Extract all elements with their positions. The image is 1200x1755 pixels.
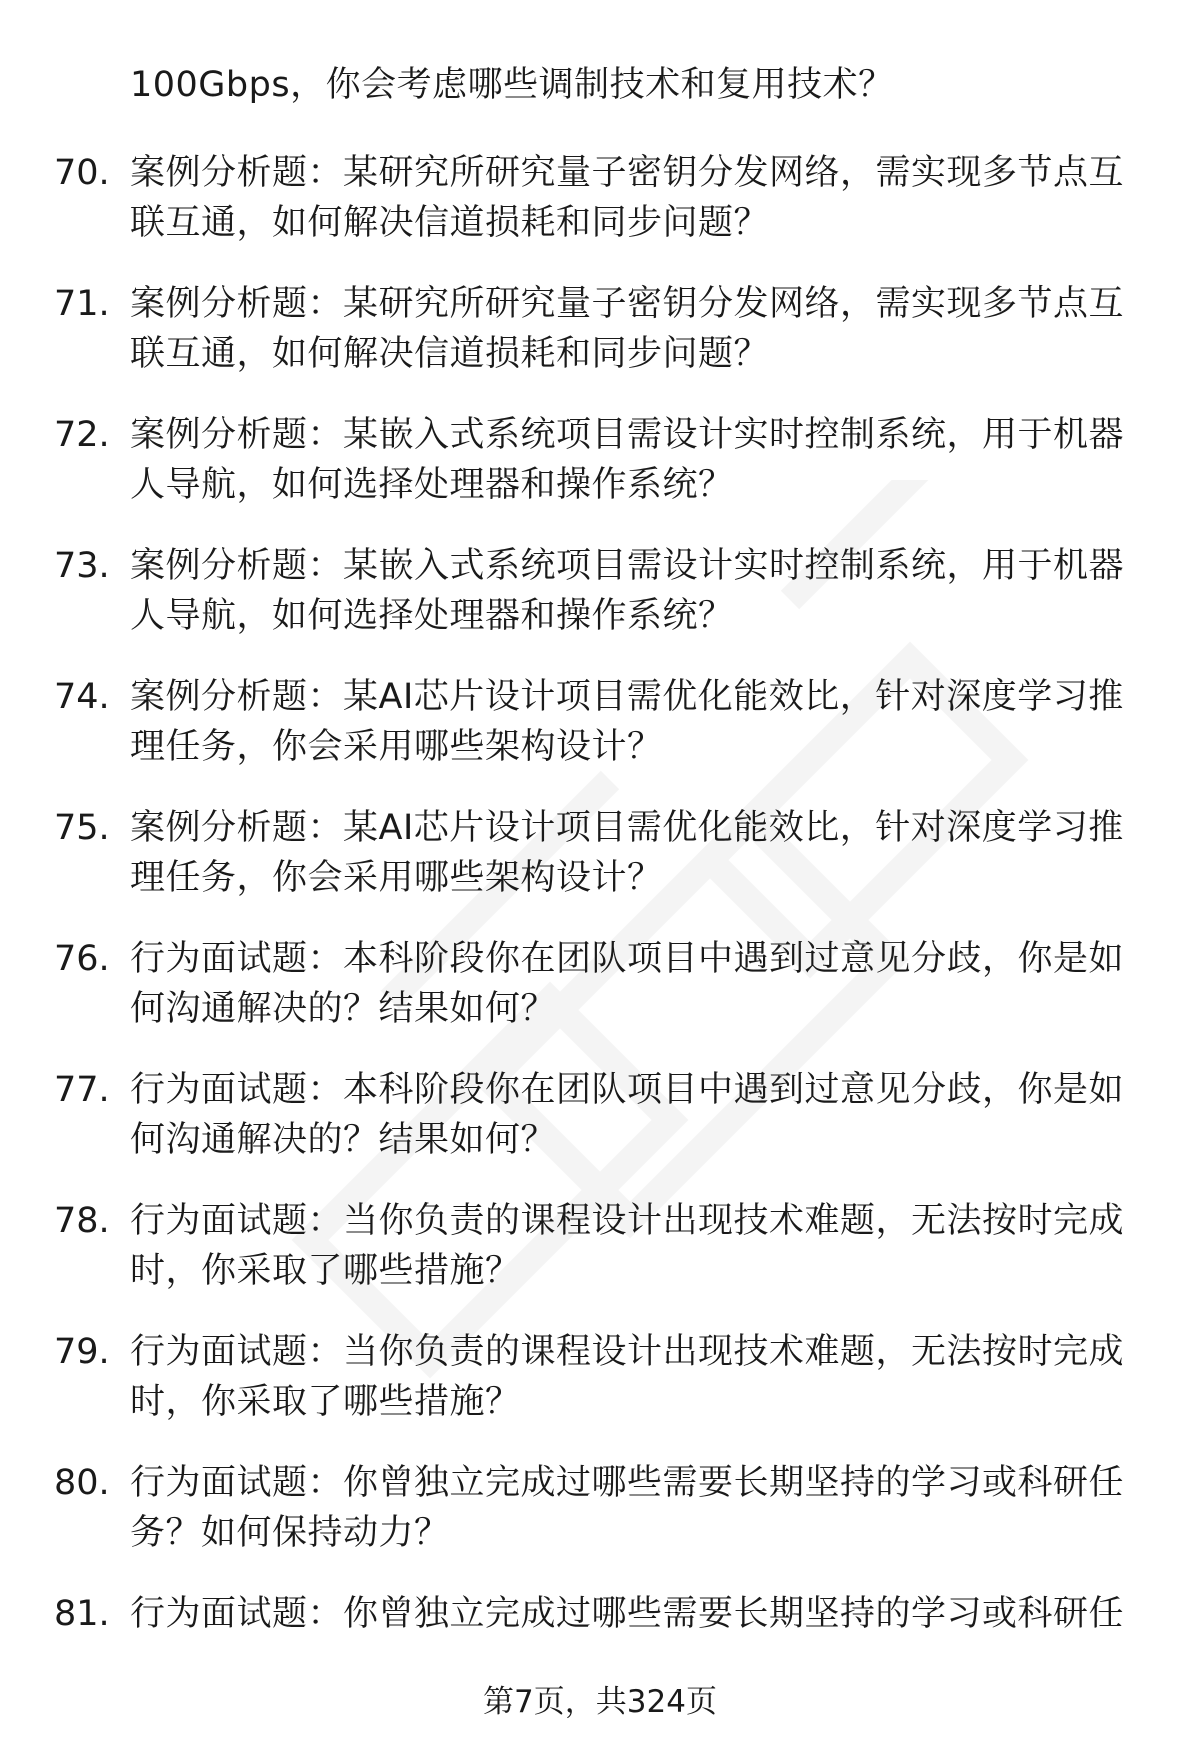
question-number: 71.: [54, 284, 110, 324]
question-number: 78.: [54, 1201, 110, 1241]
question-number: 73.: [54, 546, 110, 586]
question-text: 行为面试题：你曾独立完成过哪些需要长期坚持的学习或科研任务？如何保持动力？: [130, 1463, 1125, 1553]
question-item: [0, 541, 1200, 672]
question-item: [0, 1196, 1200, 1327]
question-item: [0, 1065, 1200, 1196]
question-number: 74.: [54, 677, 110, 717]
question-number: 76.: [54, 939, 110, 979]
question-text: 案例分析题：某AI芯片设计项目需优化能效比，针对深度学习推理任务，你会采用哪些架构设计？: [130, 677, 1124, 767]
question-item: [0, 934, 1200, 1065]
question-item: [0, 410, 1200, 541]
question-item: [0, 803, 1200, 934]
question-number: 70.: [54, 153, 110, 193]
question-item: [0, 279, 1200, 410]
question-number: 81.: [54, 1594, 110, 1634]
question-number: 77.: [54, 1070, 110, 1110]
page-footer: 第7页，共324页: [483, 1684, 717, 1720]
question-text: 案例分析题：某嵌入式系统项目需设计实时控制系统，用于机器人导航，如何选择处理器和操作系统？: [130, 546, 1125, 636]
question-text: 案例分析题：某研究所研究量子密钥分发网络，需实现多节点互联互通，如何解决信道损耗和同步问题？: [130, 153, 1125, 243]
question-number: 79.: [54, 1332, 110, 1372]
question-item: [0, 1327, 1200, 1458]
question-list: [0, 148, 1200, 1720]
question-text: 行为面试题：本科阶段你在团队项目中遇到过意见分歧，你是如何沟通解决的？结果如何？: [130, 939, 1125, 1029]
question-number: 72.: [54, 415, 110, 455]
question-item: [0, 148, 1200, 279]
question-number: 80.: [54, 1463, 110, 1503]
intro-continuation-text: 100Gbps，你会考虑哪些调制技术和复用技术？: [130, 65, 894, 105]
question-text: 案例分析题：某嵌入式系统项目需设计实时控制系统，用于机器人导航，如何选择处理器和操作系统？: [130, 415, 1125, 505]
question-text: 行为面试题：当你负责的课程设计出现技术难题，无法按时完成时，你采取了哪些措施？: [130, 1332, 1125, 1422]
question-text: 行为面试题：当你负责的课程设计出现技术难题，无法按时完成时，你采取了哪些措施？: [130, 1201, 1125, 1291]
question-text: 案例分析题：某AI芯片设计项目需优化能效比，针对深度学习推理任务，你会采用哪些架构设计？: [130, 808, 1124, 898]
question-item: [0, 1458, 1200, 1589]
question-text: 行为面试题：本科阶段你在团队项目中遇到过意见分歧，你是如何沟通解决的？结果如何？: [130, 1070, 1125, 1160]
question-text: 案例分析题：某研究所研究量子密钥分发网络，需实现多节点互联互通，如何解决信道损耗和同步问题？: [130, 284, 1125, 374]
question-number: 75.: [54, 808, 110, 848]
question-item: [0, 672, 1200, 803]
question-text: 行为面试题：你曾独立完成过哪些需要长期坚持的学习或科研任: [130, 1594, 1125, 1634]
